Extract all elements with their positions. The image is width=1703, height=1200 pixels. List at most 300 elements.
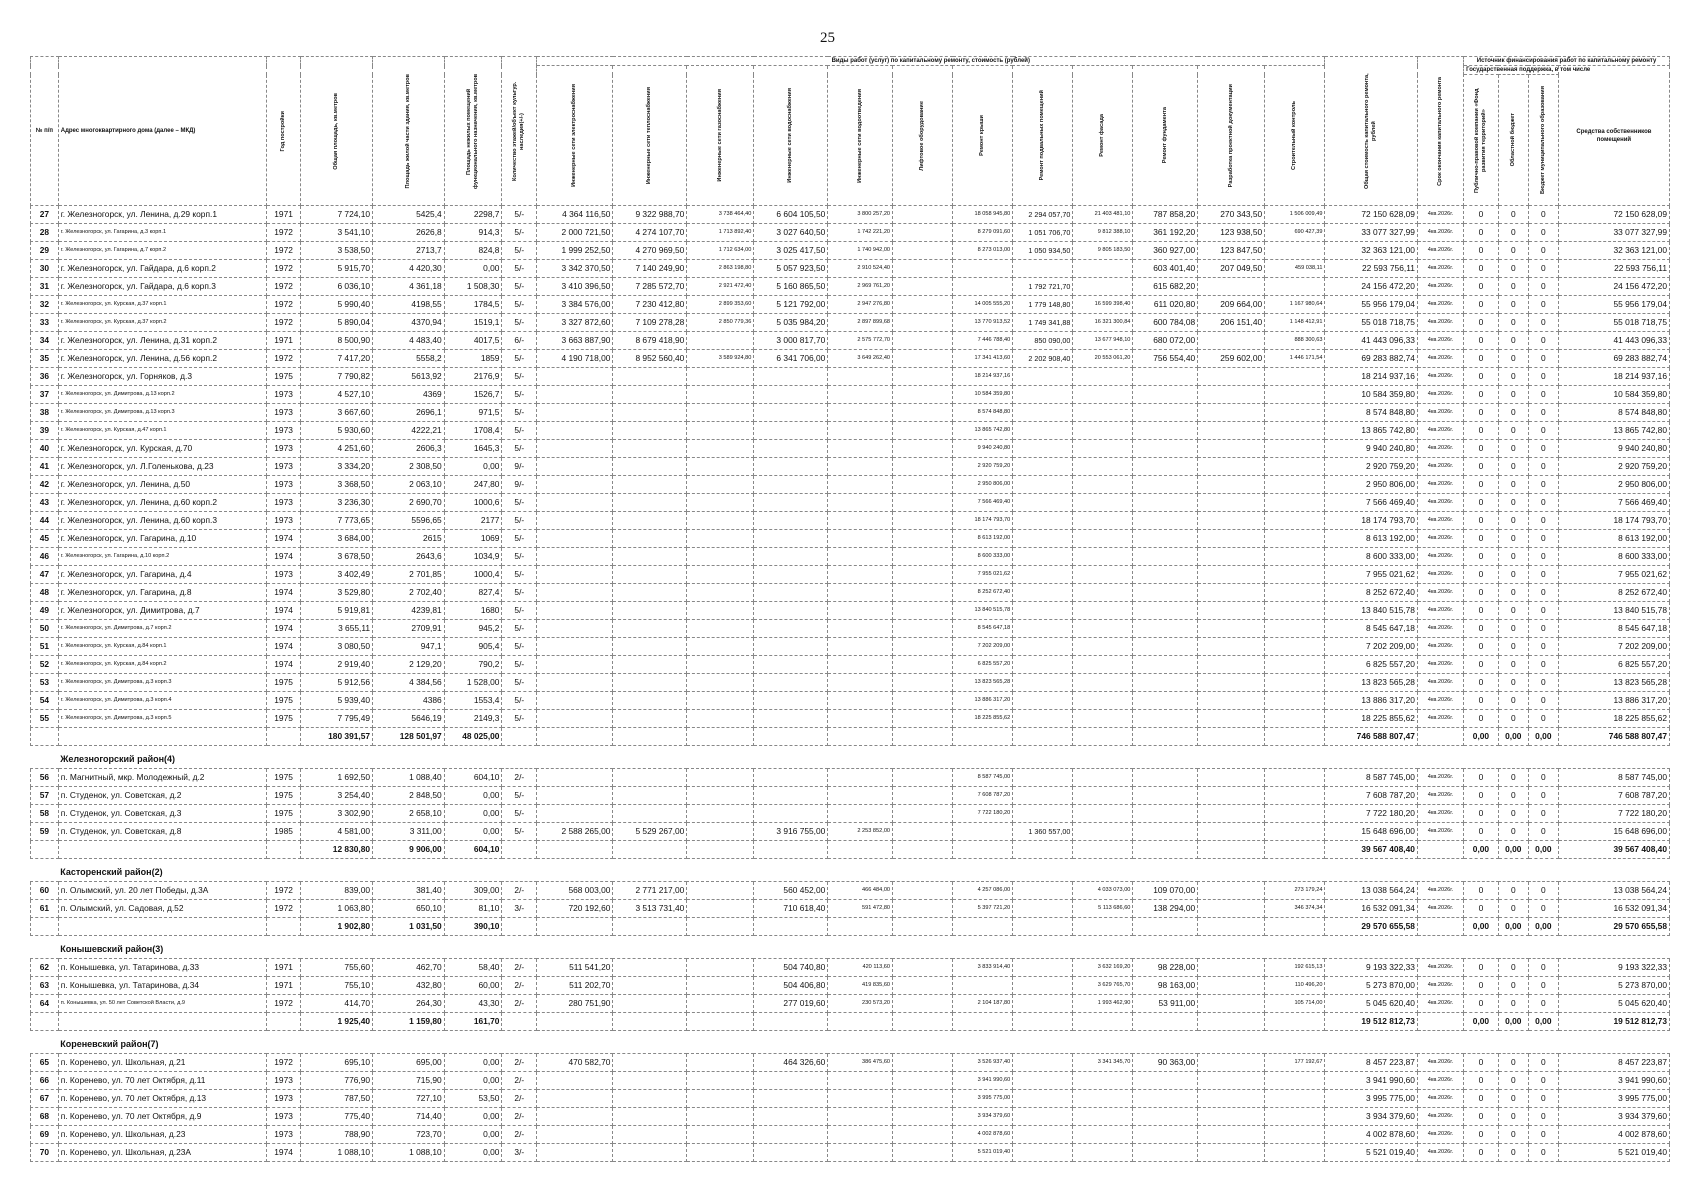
cell-ta: 7 724,10 [301, 206, 373, 224]
cell-f2: 0 [1498, 440, 1528, 458]
cell-tot: 5 273 870,00 [1325, 977, 1417, 995]
header-total-cost: Общая стоимость капитального ремонта, рублей [1325, 57, 1417, 206]
empty-cell [266, 918, 301, 936]
cell-des: 123 847,50 [1198, 242, 1265, 260]
subtotal-tot: 19 512 812,73 [1325, 1013, 1417, 1031]
empty-cell [58, 728, 266, 746]
cell-fl: 5/- [502, 350, 537, 368]
empty-cell [953, 728, 1013, 746]
cell-tot: 2 950 806,00 [1325, 476, 1417, 494]
cell-ctl [1265, 512, 1325, 530]
cell-sewer [828, 584, 893, 602]
cell-f2: 0 [1498, 1090, 1528, 1108]
cell-f3: 0 [1528, 296, 1558, 314]
empty-cell [754, 841, 828, 859]
cell-fl: 5/- [502, 787, 537, 805]
empty-cell [1133, 728, 1198, 746]
cell-dl: 4кв.2026г. [1417, 530, 1463, 548]
cell-own: 7 202 209,00 [1558, 638, 1669, 656]
cell-f3: 0 [1528, 260, 1558, 278]
cell-ta: 839,00 [301, 882, 373, 900]
cell-base: 1 749 341,88 [1013, 314, 1073, 332]
cell-f3: 0 [1528, 494, 1558, 512]
cell-fac: 5 113 686,60 [1073, 900, 1133, 918]
cell-lift [893, 1126, 953, 1144]
cell-la: 2626,8 [373, 224, 445, 242]
empty-cell [828, 728, 893, 746]
cell-lift [893, 1108, 953, 1126]
cell-n: 57 [31, 787, 59, 805]
cell-f3: 0 [1528, 710, 1558, 728]
cell-gas [687, 620, 754, 638]
cell-tot: 13 865 742,80 [1325, 422, 1417, 440]
cell-year: 1973 [266, 1072, 301, 1090]
cell-tot: 13 840 515,78 [1325, 602, 1417, 620]
cell-fnd [1133, 566, 1198, 584]
cell-gas [687, 440, 754, 458]
empty-cell [754, 918, 828, 936]
table-row [31, 260, 1670, 278]
cell-ctl [1265, 584, 1325, 602]
cell-roof: 3 526 937,40 [953, 1054, 1013, 1072]
cell-f3: 0 [1528, 314, 1558, 332]
cell-base [1013, 548, 1073, 566]
cell-fac [1073, 1144, 1133, 1162]
cell-des [1198, 278, 1265, 296]
cell-na: 0,00 [444, 823, 502, 841]
cell-addr: г. Железногорск, ул. Гагарина, д.4 [58, 566, 266, 584]
cell-f2: 0 [1498, 620, 1528, 638]
cell-f3: 0 [1528, 512, 1558, 530]
capital-repair-table [30, 56, 1670, 1162]
cell-own: 7 566 469,40 [1558, 494, 1669, 512]
cell-fac [1073, 404, 1133, 422]
cell-n: 53 [31, 674, 59, 692]
cell-ctl: 1 167 980,64 [1265, 296, 1325, 314]
cell-la: 2696,1 [373, 404, 445, 422]
subtotal-f2: 0,00 [1498, 918, 1528, 936]
cell-own: 13 038 564,24 [1558, 882, 1669, 900]
cell-water [754, 530, 828, 548]
cell-sewer: 230 573,20 [828, 995, 893, 1013]
cell-elec [537, 1126, 613, 1144]
empty-cell [893, 1013, 953, 1031]
cell-addr: г. Железногорск, ул. Димитрова, д.13 корп.3 [58, 404, 266, 422]
empty-cell [1198, 1013, 1265, 1031]
cell-fl: 5/- [502, 386, 537, 404]
cell-f3: 0 [1528, 995, 1558, 1013]
cell-ta: 1 692,50 [301, 769, 373, 787]
cell-roof: 8 600 333,00 [953, 548, 1013, 566]
empty-cell [1013, 1013, 1073, 1031]
cell-f3: 0 [1528, 224, 1558, 242]
cell-sewer: 3 649 262,40 [828, 350, 893, 368]
cell-dl: 4кв.2026г. [1417, 404, 1463, 422]
cell-heat [613, 422, 687, 440]
table-header [31, 57, 1670, 206]
cell-year: 1973 [266, 1126, 301, 1144]
cell-n: 68 [31, 1108, 59, 1126]
cell-la: 2 702,40 [373, 584, 445, 602]
cell-ctl: 459 038,11 [1265, 260, 1325, 278]
cell-sewer: 2 575 772,70 [828, 332, 893, 350]
cell-fac [1073, 638, 1133, 656]
cell-dl: 4кв.2026г. [1417, 494, 1463, 512]
cell-des [1198, 602, 1265, 620]
cell-tot: 8 613 192,00 [1325, 530, 1417, 548]
cell-water [754, 458, 828, 476]
cell-tot: 7 608 787,20 [1325, 787, 1417, 805]
cell-water [754, 805, 828, 823]
cell-fl: 5/- [502, 242, 537, 260]
table-row [31, 422, 1670, 440]
cell-f3: 0 [1528, 422, 1558, 440]
cell-f1: 0 [1464, 566, 1499, 584]
cell-ta: 3 655,11 [301, 620, 373, 638]
cell-own: 55 956 179,04 [1558, 296, 1669, 314]
cell-na: 971,5 [444, 404, 502, 422]
cell-fac [1073, 494, 1133, 512]
cell-ctl [1265, 476, 1325, 494]
cell-water [754, 386, 828, 404]
cell-n: 58 [31, 805, 59, 823]
cell-own: 15 648 696,00 [1558, 823, 1669, 841]
cell-elec: 1 999 252,50 [537, 242, 613, 260]
cell-ctl [1265, 1108, 1325, 1126]
cell-lift [893, 959, 953, 977]
cell-des [1198, 710, 1265, 728]
cell-tot: 15 648 696,00 [1325, 823, 1417, 841]
table-row [31, 1144, 1670, 1162]
cell-gas: 2 863 198,80 [687, 260, 754, 278]
cell-fl: 5/- [502, 422, 537, 440]
cell-dl: 4кв.2026г. [1417, 476, 1463, 494]
empty-cell [537, 918, 613, 936]
table-row [31, 805, 1670, 823]
cell-f3: 0 [1528, 1054, 1558, 1072]
cell-fac [1073, 458, 1133, 476]
cell-roof: 8 252 672,40 [953, 584, 1013, 602]
cell-ta: 788,90 [301, 1126, 373, 1144]
cell-tot: 6 825 557,20 [1325, 656, 1417, 674]
cell-gas [687, 823, 754, 841]
cell-own: 41 443 096,33 [1558, 332, 1669, 350]
cell-lift [893, 1090, 953, 1108]
cell-lift [893, 823, 953, 841]
cell-na: 1553,4 [444, 692, 502, 710]
cell-ta: 3 541,10 [301, 224, 373, 242]
subtotal-na: 161,70 [444, 1013, 502, 1031]
cell-own: 5 521 019,40 [1558, 1144, 1669, 1162]
cell-roof: 18 174 793,70 [953, 512, 1013, 530]
cell-ctl: 888 300,63 [1265, 332, 1325, 350]
cell-ctl: 105 714,00 [1265, 995, 1325, 1013]
cell-sewer: 386 475,60 [828, 1054, 893, 1072]
subtotal-own: 19 512 812,73 [1558, 1013, 1669, 1031]
cell-fnd [1133, 602, 1198, 620]
empty-cell [31, 746, 59, 769]
empty-cell [1198, 918, 1265, 936]
cell-water [754, 404, 828, 422]
cell-f1: 0 [1464, 1072, 1499, 1090]
subtotal-own: 746 588 807,47 [1558, 728, 1669, 746]
subtotal-ta: 1 902,80 [301, 918, 373, 936]
cell-gas [687, 977, 754, 995]
cell-n: 66 [31, 1072, 59, 1090]
cell-fl: 5/- [502, 566, 537, 584]
cell-fnd: 787 858,20 [1133, 206, 1198, 224]
cell-year: 1975 [266, 692, 301, 710]
cell-lift [893, 1144, 953, 1162]
cell-water [754, 787, 828, 805]
cell-elec: 511 541,20 [537, 959, 613, 977]
cell-base [1013, 1072, 1073, 1090]
cell-n: 45 [31, 530, 59, 548]
cell-elec [537, 692, 613, 710]
empty-cell [266, 728, 301, 746]
cell-own: 33 077 327,99 [1558, 224, 1669, 242]
cell-ta: 3 254,40 [301, 787, 373, 805]
cell-na: 247,80 [444, 476, 502, 494]
cell-roof: 3 995 775,00 [953, 1090, 1013, 1108]
cell-na: 1708,4 [444, 422, 502, 440]
cell-f1: 0 [1464, 710, 1499, 728]
cell-des [1198, 674, 1265, 692]
cell-f2: 0 [1498, 1108, 1528, 1126]
cell-roof: 8 273 013,00 [953, 242, 1013, 260]
cell-des [1198, 995, 1265, 1013]
cell-na: 0,00 [444, 1144, 502, 1162]
cell-f1: 0 [1464, 995, 1499, 1013]
cell-roof: 18 214 937,16 [953, 368, 1013, 386]
cell-dl: 4кв.2026г. [1417, 224, 1463, 242]
cell-ctl [1265, 823, 1325, 841]
cell-na: 1859 [444, 350, 502, 368]
cell-tot: 4 002 878,60 [1325, 1126, 1417, 1144]
empty-cell [953, 918, 1013, 936]
cell-ta: 755,60 [301, 959, 373, 977]
cell-tot: 55 956 179,04 [1325, 296, 1417, 314]
cell-fnd [1133, 769, 1198, 787]
cell-ta: 3 236,30 [301, 494, 373, 512]
cell-fl: 5/- [502, 314, 537, 332]
cell-water: 6 341 706,00 [754, 350, 828, 368]
cell-roof: 13 770 913,52 [953, 314, 1013, 332]
cell-roof: 9 940 240,80 [953, 440, 1013, 458]
empty-cell [687, 918, 754, 936]
cell-tot: 8 574 848,80 [1325, 404, 1417, 422]
cell-gas [687, 1108, 754, 1126]
empty-cell [893, 841, 953, 859]
cell-roof: 13 865 742,80 [953, 422, 1013, 440]
cell-own: 9 193 322,33 [1558, 959, 1669, 977]
cell-f3: 0 [1528, 620, 1558, 638]
cell-f2: 0 [1498, 314, 1528, 332]
cell-roof: 8 613 192,00 [953, 530, 1013, 548]
cell-n: 36 [31, 368, 59, 386]
cell-f1: 0 [1464, 350, 1499, 368]
cell-n: 34 [31, 332, 59, 350]
cell-roof: 2 104 187,80 [953, 995, 1013, 1013]
cell-la: 2 063,10 [373, 476, 445, 494]
cell-own: 9 940 240,80 [1558, 440, 1669, 458]
cell-heat [613, 1144, 687, 1162]
table-row [31, 278, 1670, 296]
table-row [31, 206, 1670, 224]
empty-cell [1265, 728, 1325, 746]
cell-year: 1973 [266, 422, 301, 440]
cell-gas [687, 494, 754, 512]
cell-tot: 33 077 327,99 [1325, 224, 1417, 242]
empty-cell [31, 936, 59, 959]
cell-sewer: 591 472,80 [828, 900, 893, 918]
cell-ta: 3 368,50 [301, 476, 373, 494]
cell-roof [953, 278, 1013, 296]
empty-cell [1133, 841, 1198, 859]
cell-fac [1073, 422, 1133, 440]
table-row [31, 476, 1670, 494]
cell-roof: 7 446 788,40 [953, 332, 1013, 350]
cell-f1: 0 [1464, 1144, 1499, 1162]
subtotal-ta: 180 391,57 [301, 728, 373, 746]
cell-sewer [828, 440, 893, 458]
cell-roof: 18 058 945,80 [953, 206, 1013, 224]
table-body [31, 206, 1670, 1162]
empty-cell [1198, 841, 1265, 859]
cell-fl: 5/- [502, 278, 537, 296]
cell-base [1013, 995, 1073, 1013]
cell-own: 8 574 848,80 [1558, 404, 1669, 422]
cell-fac [1073, 278, 1133, 296]
cell-elec [537, 458, 613, 476]
cell-water: 6 604 105,50 [754, 206, 828, 224]
cell-f3: 0 [1528, 1090, 1558, 1108]
cell-elec [537, 476, 613, 494]
cell-year: 1973 [266, 566, 301, 584]
cell-f3: 0 [1528, 977, 1558, 995]
cell-lift [893, 404, 953, 422]
cell-ctl [1265, 386, 1325, 404]
cell-fac [1073, 566, 1133, 584]
cell-elec [537, 805, 613, 823]
cell-f3: 0 [1528, 530, 1558, 548]
cell-la: 727,10 [373, 1090, 445, 1108]
subtotal-tot: 746 588 807,47 [1325, 728, 1417, 746]
cell-year: 1972 [266, 995, 301, 1013]
empty-cell [1265, 918, 1325, 936]
cell-n: 43 [31, 494, 59, 512]
cell-roof: 7 566 469,40 [953, 494, 1013, 512]
subtotal-la: 9 906,00 [373, 841, 445, 859]
cell-gas [687, 995, 754, 1013]
cell-gas [687, 386, 754, 404]
subtotal-f1: 0,00 [1464, 1013, 1499, 1031]
cell-base [1013, 440, 1073, 458]
cell-na: 0,00 [444, 1072, 502, 1090]
cell-fl: 5/- [502, 368, 537, 386]
cell-la: 4198,55 [373, 296, 445, 314]
cell-f2: 0 [1498, 512, 1528, 530]
cell-f1: 0 [1464, 512, 1499, 530]
cell-addr: г. Железногорск, ул. Димитрова, д.7 корп.2 [58, 620, 266, 638]
cell-fl: 9/- [502, 458, 537, 476]
cell-fac: 3 341 345,70 [1073, 1054, 1133, 1072]
cell-fac: 4 033 073,00 [1073, 882, 1133, 900]
cell-f2: 0 [1498, 959, 1528, 977]
cell-roof [953, 260, 1013, 278]
cell-roof: 5 397 721,20 [953, 900, 1013, 918]
cell-addr: п. Олымский, ул. 20 лет Победы, д.3А [58, 882, 266, 900]
cell-roof: 10 584 359,80 [953, 386, 1013, 404]
cell-fnd [1133, 656, 1198, 674]
cell-lift [893, 882, 953, 900]
subtotal-own: 39 567 408,40 [1558, 841, 1669, 859]
cell-lift [893, 674, 953, 692]
cell-f2: 0 [1498, 1144, 1528, 1162]
cell-f3: 0 [1528, 787, 1558, 805]
cell-heat [613, 769, 687, 787]
cell-lift [893, 242, 953, 260]
empty-cell [1265, 841, 1325, 859]
empty-cell [1417, 841, 1463, 859]
cell-na: 53,50 [444, 1090, 502, 1108]
cell-fac [1073, 602, 1133, 620]
cell-ta: 5 939,40 [301, 692, 373, 710]
cell-gas: 1 713 892,40 [687, 224, 754, 242]
cell-des [1198, 900, 1265, 918]
cell-des [1198, 440, 1265, 458]
cell-tot: 3 941 990,60 [1325, 1072, 1417, 1090]
cell-ta: 3 402,49 [301, 566, 373, 584]
cell-sewer [828, 512, 893, 530]
cell-ta: 5 912,56 [301, 674, 373, 692]
cell-des: 270 343,50 [1198, 206, 1265, 224]
cell-addr: п. Коренево, ул. Школьная, д.23А [58, 1144, 266, 1162]
cell-fnd [1133, 1072, 1198, 1090]
cell-fac [1073, 584, 1133, 602]
cell-la: 2 308,50 [373, 458, 445, 476]
cell-addr: г. Железногорск, ул. Л.Голенькова, д.23 [58, 458, 266, 476]
cell-elec [537, 787, 613, 805]
empty-cell [31, 859, 59, 882]
cell-ta: 414,70 [301, 995, 373, 1013]
cell-sewer [828, 620, 893, 638]
cell-water [754, 368, 828, 386]
cell-na: 58,40 [444, 959, 502, 977]
cell-dl: 4кв.2026г. [1417, 566, 1463, 584]
empty-cell [31, 1031, 59, 1054]
cell-la: 5558,2 [373, 350, 445, 368]
cell-base: 2 202 908,40 [1013, 350, 1073, 368]
subtotal-own: 29 570 655,58 [1558, 918, 1669, 936]
empty-cell [31, 728, 59, 746]
cell-f1: 0 [1464, 314, 1499, 332]
cell-gas [687, 638, 754, 656]
cell-addr: г. Железногорск, ул. Ленина, д.29 корп.1 [58, 206, 266, 224]
table-row [31, 566, 1670, 584]
cell-year: 1974 [266, 638, 301, 656]
cell-ctl [1265, 458, 1325, 476]
cell-water [754, 656, 828, 674]
header-total-area: Общая площадь, кв.метров [301, 57, 373, 206]
cell-own: 7 608 787,20 [1558, 787, 1669, 805]
cell-roof: 7 955 021,62 [953, 566, 1013, 584]
empty-cell [687, 1013, 754, 1031]
cell-year: 1974 [266, 656, 301, 674]
cell-base [1013, 710, 1073, 728]
cell-own: 7 955 021,62 [1558, 566, 1669, 584]
cell-elec: 511 202,70 [537, 977, 613, 995]
